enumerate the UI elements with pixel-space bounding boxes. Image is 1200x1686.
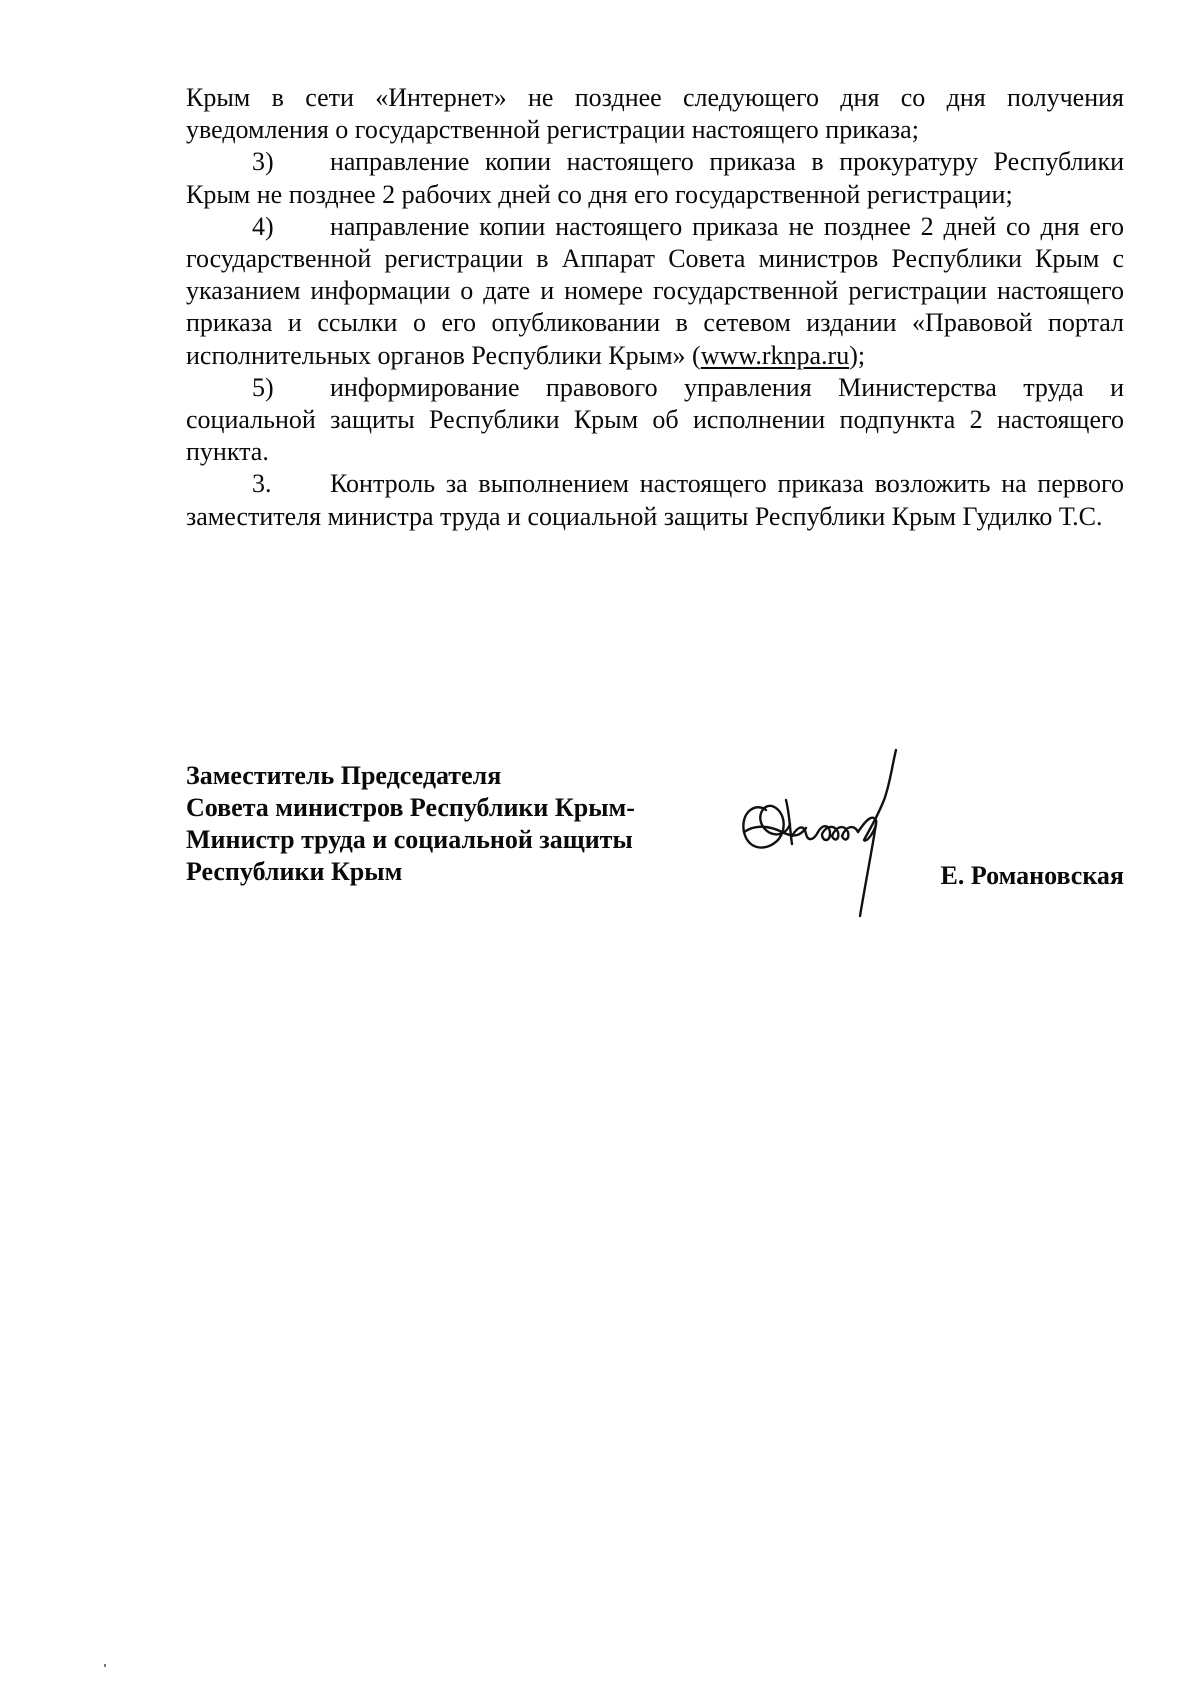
handwritten-signature xyxy=(726,740,926,920)
signature-block xyxy=(186,760,1124,960)
list-item-text: информирование правового управления Министерства труда и социальной защиты Республики Крым об исполнении подпункта 2 настоящего пункта. xyxy=(186,372,1124,467)
section-number: 3. xyxy=(252,469,272,499)
list-item-text: направление копии настоящего приказа в прокуратуру Республики Крым не позднее 2 рабочих дней со дня его государственной регистрации; xyxy=(186,147,1124,209)
list-item-5 xyxy=(186,372,1124,469)
signatory-title-line: Совета министров Республики Крым- xyxy=(186,793,635,822)
paragraph-text: Крым в сети «Интернет» не позднее следующего дня со дня получения уведомления о государственной регистрации настоящего приказа; xyxy=(186,83,1124,145)
scan-artifact xyxy=(104,1664,106,1667)
list-item-text: направление копии настоящего приказа не позднее 2 дней со дня его государственной регистрации в Аппарат Совета министров Республики Крым с указанием информации о дате и номере государственной регистрации настоящего приказа и ссылки о его опубликовании в сетевом издании «Правовой портал исполнительных органов Республики Крым» ( xyxy=(186,211,1124,370)
list-item-number: 3) xyxy=(252,147,274,177)
document-body xyxy=(186,82,1124,533)
list-item-3 xyxy=(186,146,1124,210)
section-3 xyxy=(186,468,1124,532)
list-item-text-end: ); xyxy=(849,340,866,370)
signatory-name: Е. Романовская xyxy=(940,861,1124,890)
section-text: Контроль за выполнением настоящего приказа возложить на первого заместителя министра труда и социальной защиты Республики Крым Гудилко Т.С. xyxy=(186,469,1124,531)
signatory-title xyxy=(186,760,635,888)
list-item-4 xyxy=(186,211,1124,372)
signatory-title-line: Республики Крым xyxy=(186,857,403,886)
signatory-title-line: Министр труда и социальной защиты xyxy=(186,825,633,854)
list-item-number: 4) xyxy=(252,211,274,241)
list-item-number: 5) xyxy=(252,372,274,402)
signatory-title-line: Заместитель Председателя xyxy=(186,761,502,790)
portal-link[interactable]: www.rknpa.ru xyxy=(700,340,850,370)
paragraph-continuation xyxy=(186,82,1124,146)
